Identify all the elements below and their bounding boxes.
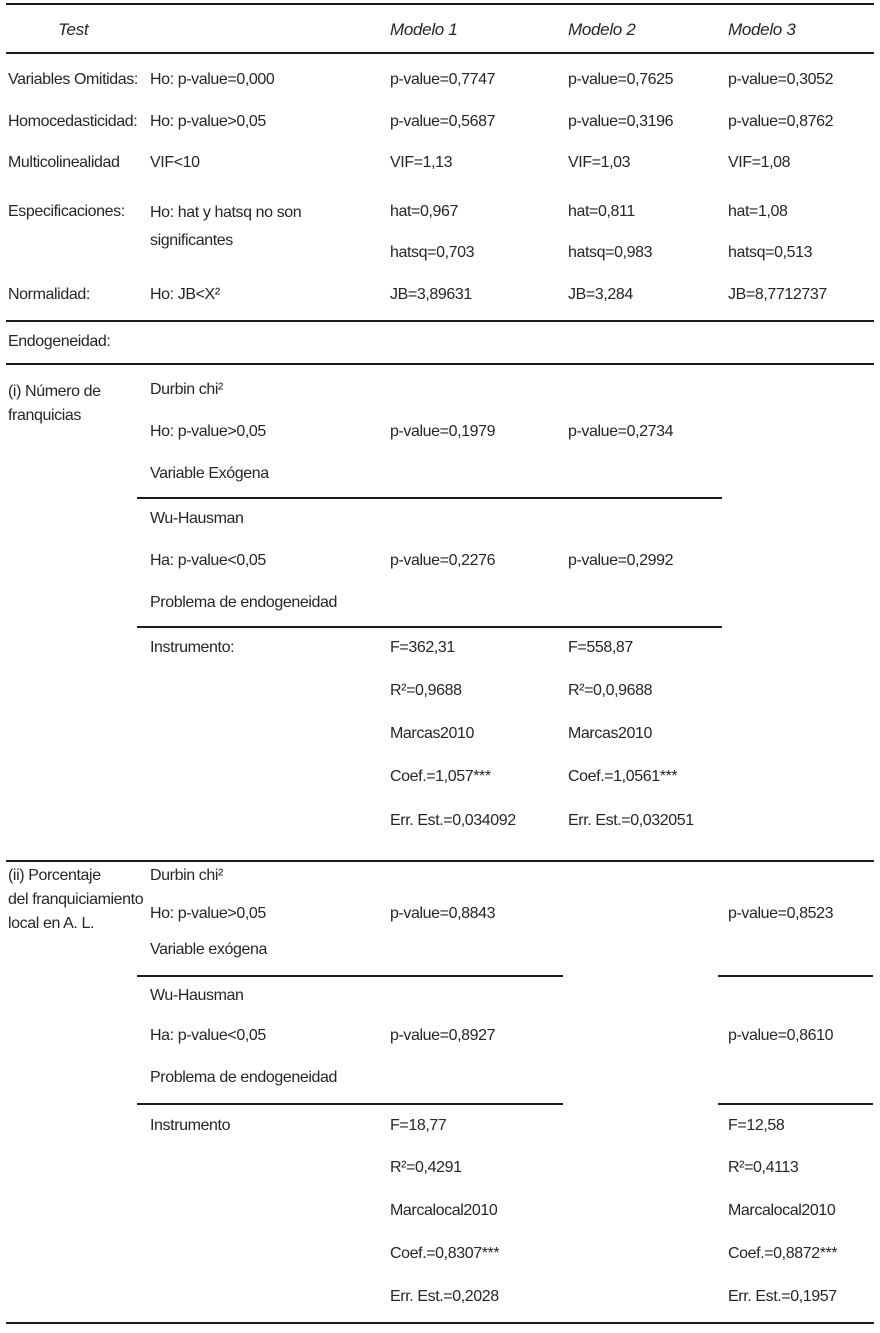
row-endogeneidad-label: Endogeneidad: xyxy=(8,333,111,350)
section-i-f-m2: F=558,87 xyxy=(568,639,633,656)
row-omitidas-condition: Ho: p-value=0,000 xyxy=(150,71,275,88)
section-ii-label-line2: del franquiciamiento xyxy=(8,891,144,908)
section-ii-ho: Ho: p-value>0,05 xyxy=(150,905,266,922)
section-ii-ho-m1: p-value=0,8843 xyxy=(390,905,496,922)
section-i-exogena: Variable Exógena xyxy=(150,465,269,482)
section-i-r2-m1: R²=0,9688 xyxy=(390,682,462,699)
row-omitidas-m1: p-value=0,7747 xyxy=(390,71,496,88)
section-i-ho: Ho: p-value>0,05 xyxy=(150,423,266,440)
section-i-coef-m2: Coef.=1,0561*** xyxy=(568,768,678,785)
section-ii-ha-m1: p-value=0,8927 xyxy=(390,1027,496,1044)
section-i-label-line2: franquicias xyxy=(8,407,81,424)
rule-seci-exogena xyxy=(137,497,722,499)
rule-secii-exogena-left xyxy=(137,975,563,977)
section-ii-r2-m3: R²=0,4113 xyxy=(728,1159,799,1176)
rule-secii-problema-right xyxy=(718,1103,873,1105)
row-normalidad-m2: JB=3,284 xyxy=(568,286,633,303)
section-i-problema: Problema de endogeneidad xyxy=(150,594,338,611)
row-multicol-m1: VIF=1,13 xyxy=(390,154,453,171)
section-i-durbin: Durbin chi² xyxy=(150,381,223,398)
section-i-ho-m2: p-value=0,2734 xyxy=(568,423,674,440)
section-ii-err-m1: Err. Est.=0,2028 xyxy=(390,1288,499,1305)
section-i-wu-hausman: Wu-Hausman xyxy=(150,510,244,527)
row-multicol-condition: VIF<10 xyxy=(150,154,200,171)
row-multicol-m3: VIF=1,08 xyxy=(728,154,791,171)
row-normalidad-m3: JB=8,7712737 xyxy=(728,286,827,303)
rule-seci-problema xyxy=(137,626,722,628)
section-i-f-m1: F=362,31 xyxy=(390,639,455,656)
row-especif-hatsq-m2: hatsq=0,983 xyxy=(568,244,653,261)
section-ii-coef-m1: Coef.=0,8307*** xyxy=(390,1245,500,1262)
section-ii-label-line1: (ii) Porcentaje xyxy=(8,867,101,884)
row-homoced-m3: p-value=0,8762 xyxy=(728,113,834,130)
rule-bottom xyxy=(6,1322,874,1324)
section-ii-instrumento: Instrumento xyxy=(150,1117,231,1134)
section-ii-label-line3: local en A. L. xyxy=(8,915,95,932)
section-ii-marca-m1: Marcalocal2010 xyxy=(390,1202,498,1219)
row-homoced-label: Homocedasticidad: xyxy=(8,113,138,130)
rule-above-endogeneidad xyxy=(6,320,874,322)
section-i-r2-m2: R²=0,0,9688 xyxy=(568,682,653,699)
row-homoced-m2: p-value=0,3196 xyxy=(568,113,674,130)
section-i-marca-m1: Marcas2010 xyxy=(390,725,475,742)
section-ii-ho-m3: p-value=0,8523 xyxy=(728,905,834,922)
row-especif-hat-m3: hat=1,08 xyxy=(728,203,788,220)
row-normalidad-condition: Ho: JB<X² xyxy=(150,286,220,303)
section-i-label xyxy=(8,380,150,428)
section-i-coef-m1: Coef.=1,057*** xyxy=(390,768,491,785)
row-especif-hatsq-m1: hatsq=0,703 xyxy=(390,244,475,261)
rule-above-section-ii xyxy=(6,860,874,862)
section-ii-f-m3: F=12,58 xyxy=(728,1117,785,1134)
row-homoced-m1: p-value=0,5687 xyxy=(390,113,496,130)
section-ii-coef-m3: Coef.=0,8872*** xyxy=(728,1245,838,1262)
row-homoced-condition: Ho: p-value>0,05 xyxy=(150,113,266,130)
row-especif-hat-m1: hat=0,967 xyxy=(390,203,459,220)
row-multicol-label: Multicolinealidad xyxy=(8,154,120,171)
section-i-err-m2: Err. Est.=0,032051 xyxy=(568,812,694,829)
section-i-label-line1: (i) Número de xyxy=(8,383,101,400)
section-ii-err-m3: Err. Est.=0,1957 xyxy=(728,1288,837,1305)
section-ii-marca-m3: Marcalocal2010 xyxy=(728,1202,836,1219)
rule-secii-problema-left xyxy=(137,1103,563,1105)
row-omitidas-label: Variables Omitidas: xyxy=(8,71,138,88)
section-ii-wu-hausman: Wu-Hausman xyxy=(150,987,244,1004)
row-normalidad-label: Normalidad: xyxy=(8,286,90,303)
rule-top xyxy=(6,3,874,5)
row-omitidas-m2: p-value=0,7625 xyxy=(568,71,674,88)
section-ii-exogena: Variable exógena xyxy=(150,941,267,958)
column-header-test: Test xyxy=(58,20,89,39)
row-especif-condition-line2: significantes xyxy=(150,232,233,249)
section-ii-r2-m1: R²=0,4291 xyxy=(390,1159,462,1176)
row-especif-label: Especificaciones: xyxy=(8,203,125,220)
row-omitidas-m3: p-value=0,3052 xyxy=(728,71,834,88)
section-i-ha-m1: p-value=0,2276 xyxy=(390,552,496,569)
row-especif-condition xyxy=(150,199,380,255)
section-i-ha: Ha: p-value<0,05 xyxy=(150,552,266,569)
section-i-ho-m1: p-value=0,1979 xyxy=(390,423,496,440)
rule-below-endogeneidad xyxy=(6,363,874,365)
row-multicol-m2: VIF=1,03 xyxy=(568,154,631,171)
column-header-modelo-3: Modelo 3 xyxy=(728,20,796,39)
column-header-modelo-2: Modelo 2 xyxy=(568,20,636,39)
section-ii-ha: Ha: p-value<0,05 xyxy=(150,1027,266,1044)
section-ii-label xyxy=(8,864,153,936)
section-i-err-m1: Err. Est.=0,034092 xyxy=(390,812,516,829)
section-i-ha-m2: p-value=0,2992 xyxy=(568,552,674,569)
row-especif-hat-m2: hat=0,811 xyxy=(568,203,635,220)
section-i-marca-m2: Marcas2010 xyxy=(568,725,653,742)
rule-secii-exogena-right xyxy=(718,975,873,977)
row-normalidad-m1: JB=3,89631 xyxy=(390,286,472,303)
section-ii-f-m1: F=18,77 xyxy=(390,1117,447,1134)
section-ii-problema: Problema de endogeneidad xyxy=(150,1069,338,1086)
section-i-instrumento: Instrumento: xyxy=(150,639,235,656)
row-especif-condition-line1: Ho: hat y hatsq no son xyxy=(150,204,302,221)
section-ii-ha-m3: p-value=0,8610 xyxy=(728,1027,834,1044)
section-ii-durbin: Durbin chi² xyxy=(150,867,223,884)
row-especif-hatsq-m3: hatsq=0,513 xyxy=(728,244,813,261)
column-header-modelo-1: Modelo 1 xyxy=(390,20,458,39)
rule-header xyxy=(6,52,874,54)
